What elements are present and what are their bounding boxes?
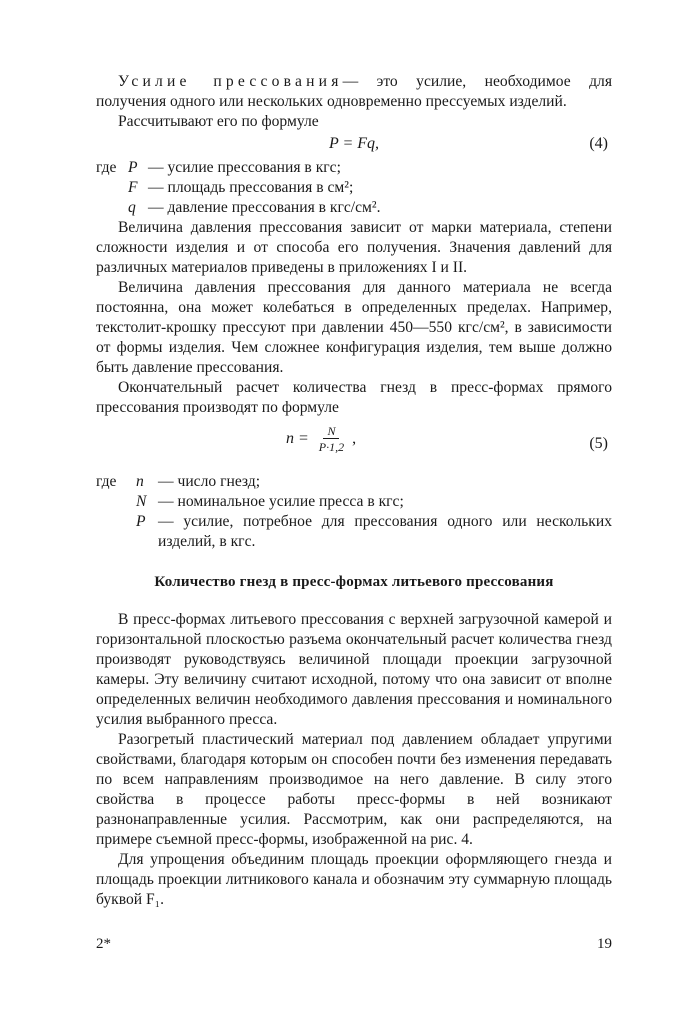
formula-5-comma: , — [352, 430, 357, 447]
formula-4-expression: P = Fq, — [328, 135, 380, 152]
page-footer — [96, 936, 612, 953]
signature-mark: 2* — [96, 936, 111, 952]
definition-row — [96, 512, 612, 552]
formula-5-expression — [286, 424, 356, 454]
definition-text: — это усилие, необходимое для получения одного или нескольких одновременно прессуемых изделий. — [96, 73, 612, 110]
definition-row — [96, 492, 612, 512]
formula-5 — [96, 422, 612, 466]
definition-text: — площадь прессования в см²; — [148, 179, 354, 196]
definition-row — [96, 198, 612, 218]
definition-symbol: q — [128, 199, 136, 216]
definition-text: — номинальное усилие пресса в кгс; — [158, 493, 404, 510]
definition-row — [96, 178, 612, 198]
term-spaced: Усилие прессования — [118, 73, 343, 90]
definition-text: — число гнезд; — [158, 473, 261, 490]
paragraph-area-simplification: Для упрощения объединим площадь проекции оформляющего гнезда и площадь проекции литникового канала и обозначим эту суммарную площадь буквой F₁. — [96, 851, 612, 908]
page-number: 19 — [597, 936, 612, 952]
definition-row — [96, 472, 612, 492]
page-body — [96, 72, 612, 910]
where-label: где — [96, 473, 117, 490]
definition-symbol: F — [128, 179, 138, 196]
formula-5-fraction — [315, 424, 348, 454]
paragraph-formula-intro: Рассчитывают его по формуле — [118, 113, 319, 130]
paragraph-final-calc: Окончательный расчет количества гнезд в пресс-формах прямого прессования производят по формуле — [96, 379, 612, 416]
paragraph-material-properties: Разогретый пластический материал под давлением обладает упругими свойствами, благодаря которым он способен почти без изменения передавать по всем направлениям производимое на него давление. В силу этого свойства в процессе работы пресс-формы в ней возникают разнонаправленные усилия. Рассмотрим, как они распределяются, на примере съемной пресс-формы, изображенной на рис. 4. — [96, 731, 612, 848]
definition-symbol: n — [136, 473, 144, 490]
formula-5-numerator: N — [323, 424, 339, 439]
definition-text: — давление прессования в кгс/см². — [148, 199, 381, 216]
definition-row — [96, 158, 612, 178]
formula-4-number: (4) — [589, 135, 608, 152]
formula-4 — [96, 132, 612, 156]
definition-text: — усилие, потребное для прессования одного или нескольких изделий, в кгс. — [158, 513, 612, 550]
formula-5-denominator: P·1,2 — [318, 440, 345, 454]
definition-symbol: P — [128, 159, 138, 176]
where-label: где — [96, 159, 117, 176]
formula-5-lhs: n = — [286, 430, 309, 447]
paragraph-pressure-magnitude: Величина давления прессования зависит от марки материала, степени сложности изделия и от способа его получения. Значения давлений для различных материалов приведены в приложениях I и II. — [96, 219, 612, 276]
definition-symbol: P — [136, 513, 146, 530]
definitions-list-2 — [96, 472, 612, 552]
section-heading: Количество гнезд в пресс-формах литьевого прессования — [154, 574, 554, 590]
paragraph-injection-molds: В пресс-формах литьевого прессования с верхней загрузочной камерой и горизонтальной плоскостью разъема окончательный расчет количества гнезд производят руководствуясь величиной площади проекции загрузочной камеры. Эту величину считают исходной, потому что она зависит от вполне определенных величин необходимого давления прессования и номинального усилия выбранного пресса. — [96, 611, 612, 728]
definitions-list-1 — [96, 158, 612, 218]
formula-5-number: (5) — [589, 435, 608, 452]
definition-symbol: N — [136, 493, 147, 510]
paragraph-definition — [96, 72, 612, 112]
definition-text: — усилие прессования в кгс; — [148, 159, 341, 176]
paragraph-pressure-variation: Величина давления прессования для данного материала не всегда постоянна, она может колебаться в определенных пределах. Например, текстолит-крошку прессуют при давлении 450—550 кгс/см², в зависимости от формы изделия. Чем сложнее конфигурация изделия, тем выше должно быть давление прессования. — [96, 279, 612, 376]
